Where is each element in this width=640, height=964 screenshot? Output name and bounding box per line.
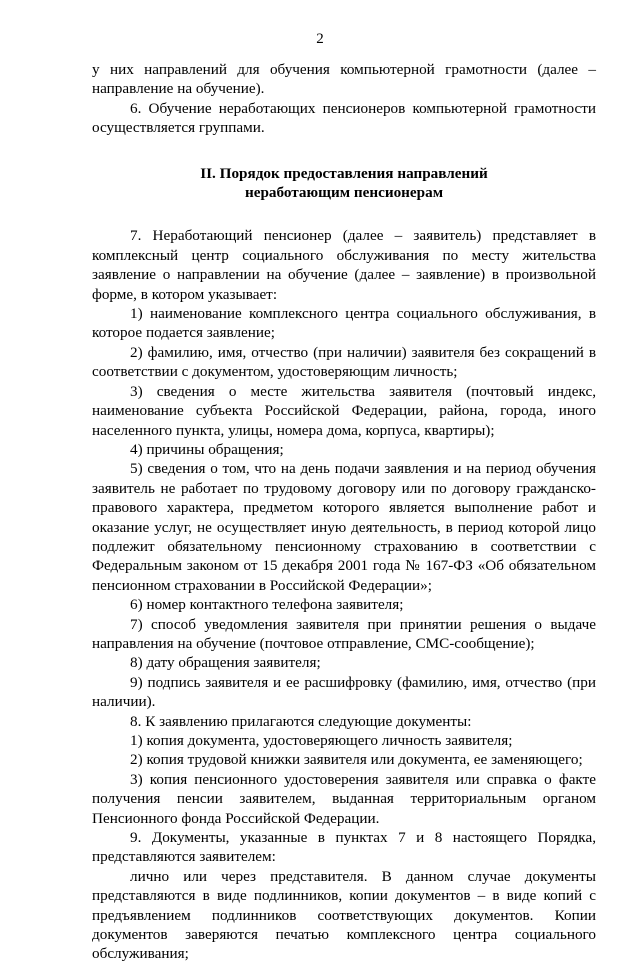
document-body <box>92 60 596 964</box>
paragraph-item-7: 7. Неработающий пенсионер (далее – заявитель) представляет в комплексный центр социального обслуживания по месту жительства заявление о направлении на обучение (далее – заявление) в произвольной форме, в котором указывает: <box>92 227 596 303</box>
list-item-7-2: 2) фамилию, имя, отчество (при наличии) заявителя без сокращений в соответствии с документом, удостоверяющим личность; <box>92 343 596 381</box>
page-number: 2 <box>316 31 324 47</box>
list-item-7-8: 8) дату обращения заявителя; <box>130 654 321 672</box>
list-item-7-7: 7) способ уведомления заявителя при принятии решения о выдаче направления на обучение (почтовое отправление, СМС-сообщение); <box>92 615 596 652</box>
paragraph-item-9-in-person: лично или через представителя. В данном случае документы представляются в виде подлинников, копии документов – в виде копий с предъявлением подлинников соответствующих документов. Копии документов заверяются печатью комплексного центра социального обслуживания; <box>92 867 596 963</box>
paragraph-item-6: 6. Обучение неработающих пенсионеров компьютерной грамотности осуществляется группами. <box>92 99 596 137</box>
list-item-8-3: 3) копия пенсионного удостоверения заявителя или справка о факте получения пенсии заявителем, выданная территориальным органом Пенсионного фонда Российской Федерации. <box>92 770 596 827</box>
list-item-8-2: 2) копия трудовой книжки заявителя или документа, ее заменяющего; <box>130 751 583 769</box>
list-item-8-1: 1) копия документа, удостоверяющего личность заявителя; <box>130 732 513 749</box>
section-title-line-1: II. Порядок предоставления направлений <box>200 164 488 182</box>
list-item-7-5: 5) сведения о том, что на день подачи заявления и на период обучения заявитель не работает по трудовому договору или по договору гражданско-правового характера, предметом которого является выполнение работ и оказание услуг, не осуществляет иную деятельность, в период которой лицо подлежит обязательному пенсионному страхованию в соответствии с Федеральным законом от 15 декабря 2001 года № 167-ФЗ «Об обязательном пенсионном страховании в Российской Федерации»; <box>92 460 596 594</box>
paragraph-item-9: 9. Документы, указанные в пунктах 7 и 8 настоящего Порядка, представляются заявителем: <box>92 829 596 866</box>
list-item-7-6: 6) номер контактного телефона заявителя; <box>130 596 404 614</box>
paragraph-item-8: 8. К заявлению прилагаются следующие документы: <box>130 712 472 730</box>
section-title-line-2: неработающим пенсионерам <box>244 184 444 202</box>
list-item-7-1: 1) наименование комплексного центра социального обслуживания, в которое подается заявление; <box>92 305 596 342</box>
list-item-7-3: 3) сведения о месте жительства заявителя (почтовый индекс, наименование субъекта Российской Федерации, района, города, иного населенного пункта, улицы, номера дома, корпуса, квартиры); <box>92 382 596 439</box>
paragraph-continuation: у них направлений для обучения компьютерной грамотности (далее – направление на обучение). <box>92 61 596 98</box>
list-item-7-9: 9) подпись заявителя и ее расшифровку (фамилию, имя, отчество (при наличии). <box>92 673 596 711</box>
list-item-7-4: 4) причины обращения; <box>130 440 284 458</box>
section-title <box>92 164 596 203</box>
